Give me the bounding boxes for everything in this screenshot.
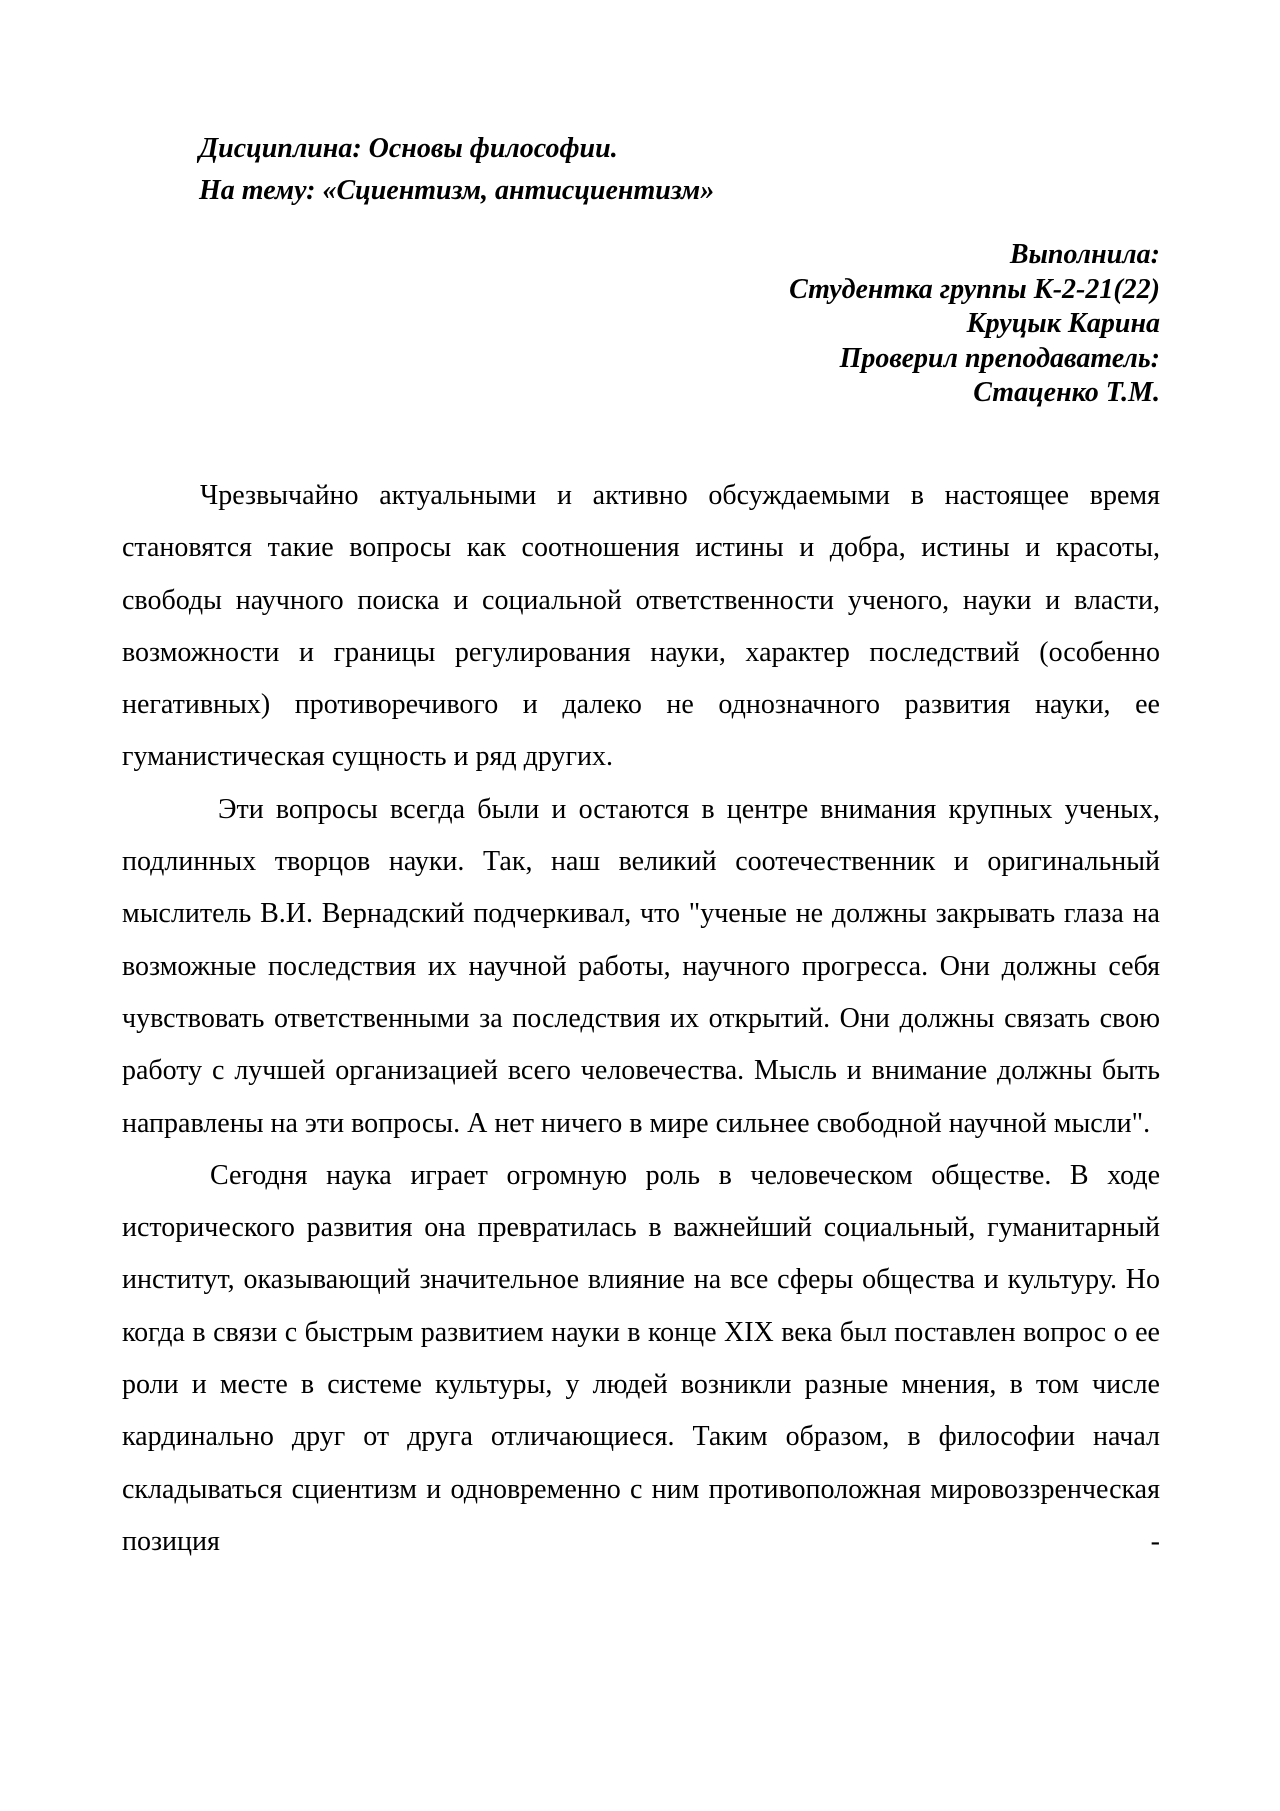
student-name: Круцык Карина: [966, 308, 1160, 339]
topic-line: На тему: «Сциентизм, антисциентизм»: [199, 175, 715, 206]
discipline-line: Дисциплина: Основы философии.: [199, 133, 618, 164]
paragraph-2: Эти вопросы всегда были и остаются в центре внимания крупных ученых, подлинных творцов науки. Так, наш великий соотечественник и оригинальный мыслитель В.И. Вернадский подчеркивал, что "ученые не должны закрывать глаза на возможные последствия их научной работы, научного прогресса. Они должны себя чувствовать ответственными за последствия их открытий. Они должны связать свою работу с лучшей организацией всего человечества. Мысль и внимание должны быть направлены на эти вопросы. А нет ничего в мире сильнее свободной научной мысли".: [122, 793, 1160, 1139]
paragraph-3: Сегодня наука играет огромную роль в человеческом обществе. В ходе исторического развития она превратилась в важнейший социальный, гуманитарный институт, оказывающий значительное влияние на все сферы общества и культуру. Но когда в связи с быстрым развитием науки в конце XIX века был поставлен вопрос о ее роли и месте в системе культуры, у людей возникли разные мнения, в том числе кардинально друг от друга отличающиеся. Таким образом, в философии начал складываться сциентизм и одновременно с ним противоположная мировоззренческая позиция -: [122, 1159, 1160, 1557]
title-block: [199, 128, 1099, 212]
checked-label: Проверил преподаватель:: [839, 342, 1160, 374]
teacher-name: Стаценко Т.М.: [973, 377, 1160, 408]
performed-label: Выполнила:: [1009, 239, 1160, 270]
paragraph-1: Чрезвычайно актуальными и активно обсуждаемыми в настоящее время становятся такие вопросы как соотношения истины и добра, истины и красоты, свободы научного поиска и социальной ответственности ученого, науки и власти, возможности и границы регулирования науки, характер последствий (особенно негативных) противоречивого и далеко не однозначного развития науки, ее гуманистическая сущность и ряд других.: [122, 480, 1160, 773]
student-group: Студентка группы К-2-21(22): [789, 273, 1160, 305]
author-block: [460, 238, 1160, 411]
essay-body: [122, 470, 1160, 1568]
